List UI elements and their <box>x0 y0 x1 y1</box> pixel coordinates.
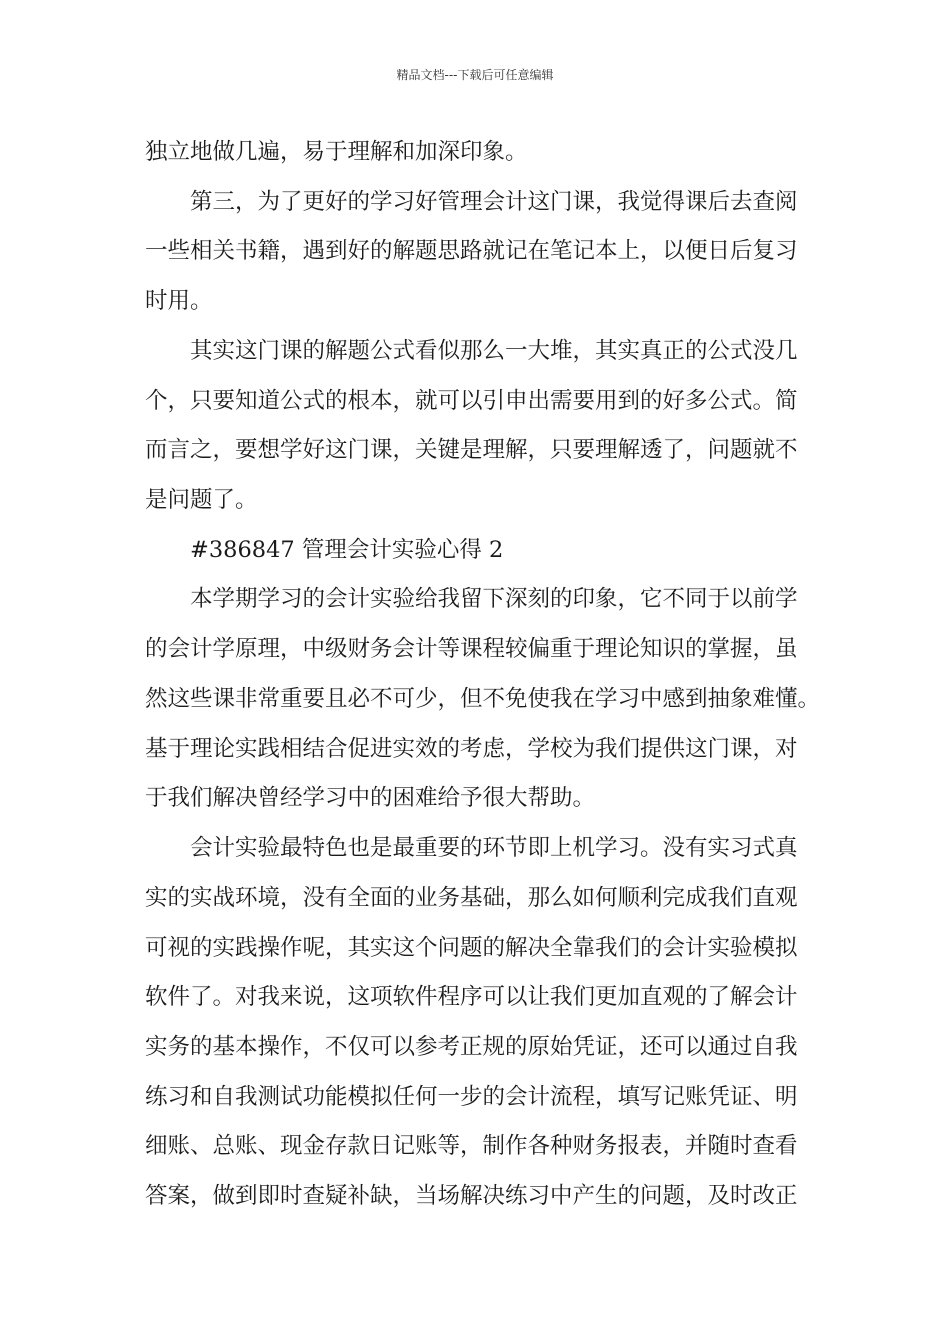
text-line: 个，只要知道公式的根本，就可以引申出需要用到的好多公式。简 <box>145 388 798 414</box>
text-line: 答案，做到即时查疑补缺，当场解决练习中产生的问题，及时改正 <box>145 1183 798 1209</box>
text-line: 本学期学习的会计实验给我留下深刻的印象，它不同于以前学 <box>145 586 798 612</box>
page-header: 精品文档---下载后可任意编辑 <box>396 68 554 82</box>
text-line: 而言之，要想学好这门课，关键是理解，只要理解透了，问题就不 <box>145 437 798 463</box>
text-line: 于我们解决曾经学习中的困难给予很大帮助。 <box>145 785 596 811</box>
text-line: 基于理论实践相结合促进实效的考虑，学校为我们提供这门课，对 <box>145 736 798 762</box>
text-line: 练习和自我测试功能模拟任何一步的会计流程，填写记账凭证、明 <box>145 1084 798 1110</box>
text-line: 可视的实践操作呢，其实这个问题的解决全靠我们的会计实验模拟 <box>145 935 798 961</box>
text-line: 实务的基本操作，不仅可以参考正规的原始凭证，还可以通过自我 <box>145 1034 798 1060</box>
text-line: 会计实验最特色也是最重要的环节即上机学习。没有实习式真 <box>145 835 798 861</box>
text-line: 实的实战环境，没有全面的业务基础，那么如何顺利完成我们直观 <box>145 885 798 911</box>
text-line: 其实这门课的解题公式看似那么一大堆，其实真正的公式没几 <box>145 338 798 364</box>
text-line: 的会计学原理，中级财务会计等课程较偏重于理论知识的掌握，虽 <box>145 636 798 662</box>
text-line: 一些相关书籍，遇到好的解题思路就记在笔记本上，以便日后复习 <box>145 238 798 264</box>
text-line: 时用。 <box>145 288 213 314</box>
text-line: 第三，为了更好的学习好管理会计这门课，我觉得课后去查阅 <box>145 189 798 215</box>
text-line: 是问题了。 <box>145 487 258 513</box>
text-line: 独立地做几遍，易于理解和加深印象。 <box>145 139 528 165</box>
text-line: 软件了。对我来说，这项软件程序可以让我们更加直观的了解会计 <box>145 984 798 1010</box>
text-line: 然这些课非常重要且必不可少，但不免使我在学习中感到抽象难懂。 <box>145 686 821 712</box>
section-heading: #386847 管理会计实验心得 2 <box>145 537 504 563</box>
text-line: 细账、总账、现金存款日记账等，制作各种财务报表，并随时查看 <box>145 1133 798 1159</box>
